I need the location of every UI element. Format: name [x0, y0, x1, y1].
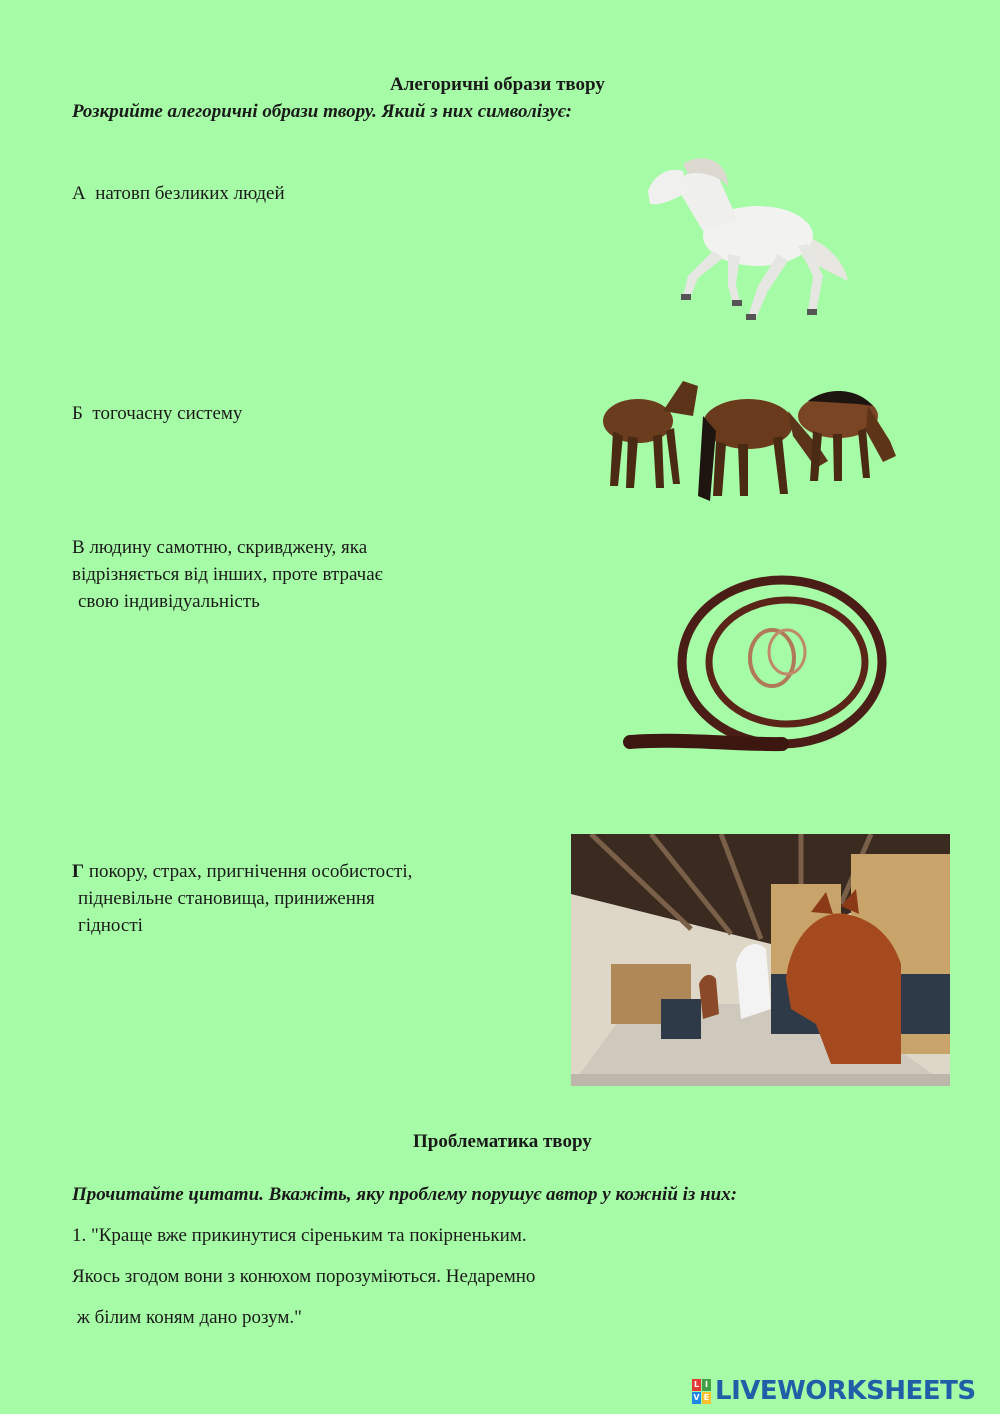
option-text-line-2: підневільне становища, приниження [78, 888, 375, 909]
quote-line-3: ж білим коням дано розум." [72, 1307, 302, 1328]
option-letter: Г [72, 861, 85, 882]
option-b [72, 400, 242, 427]
option-letter: Б [72, 403, 83, 424]
option-text: тогочасну систему [92, 403, 243, 424]
option-text: натовп безликих людей [95, 183, 285, 204]
quote-line-1: 1. "Краще вже прикинутися сіреньким та покірненьким. [72, 1225, 527, 1246]
option-a [72, 180, 285, 207]
option-text-line-1: покору, страх, пригнічення особистості, [88, 861, 413, 882]
badge-letter: V [693, 1392, 700, 1402]
whip-image [622, 570, 897, 766]
badge-letter: L [693, 1379, 700, 1389]
section-instruction: Розкрийте алегоричні образи твору. Який з них символізує: [72, 101, 572, 122]
badge-letter: I [702, 1379, 711, 1391]
horse-stable-image [571, 834, 950, 1086]
white-horse-image [628, 146, 853, 328]
section-title: Алегоричні образи твору [390, 74, 605, 95]
brown-horses-herd-image [598, 376, 900, 511]
option-g [72, 858, 412, 939]
option-text-line-3: свою індивідуальність [78, 591, 260, 612]
option-letter: В [72, 537, 85, 558]
quote-line-2: Якось згодом вони з конюхом порозуміються. Недаремно [72, 1266, 536, 1287]
liveworksheets-logo [692, 1374, 992, 1408]
badge-letter: E [703, 1392, 710, 1402]
option-letter: А [72, 183, 86, 204]
option-text-line-2: відрізняється від інших, проте втрачає [72, 564, 383, 585]
logo-badge [692, 1379, 711, 1404]
option-v [72, 534, 383, 615]
section-title-2: Проблематика твору [413, 1131, 592, 1152]
option-text-line-1: людину самотню, скривджену, яка [89, 537, 368, 558]
brand-name: LIVEWORKSHEETS [715, 1376, 976, 1406]
section-instruction-2: Прочитайте цитати. Вкажіть, яку проблему порушує автор у кожній із них: [72, 1184, 738, 1205]
option-text-line-3: гідності [78, 915, 143, 936]
